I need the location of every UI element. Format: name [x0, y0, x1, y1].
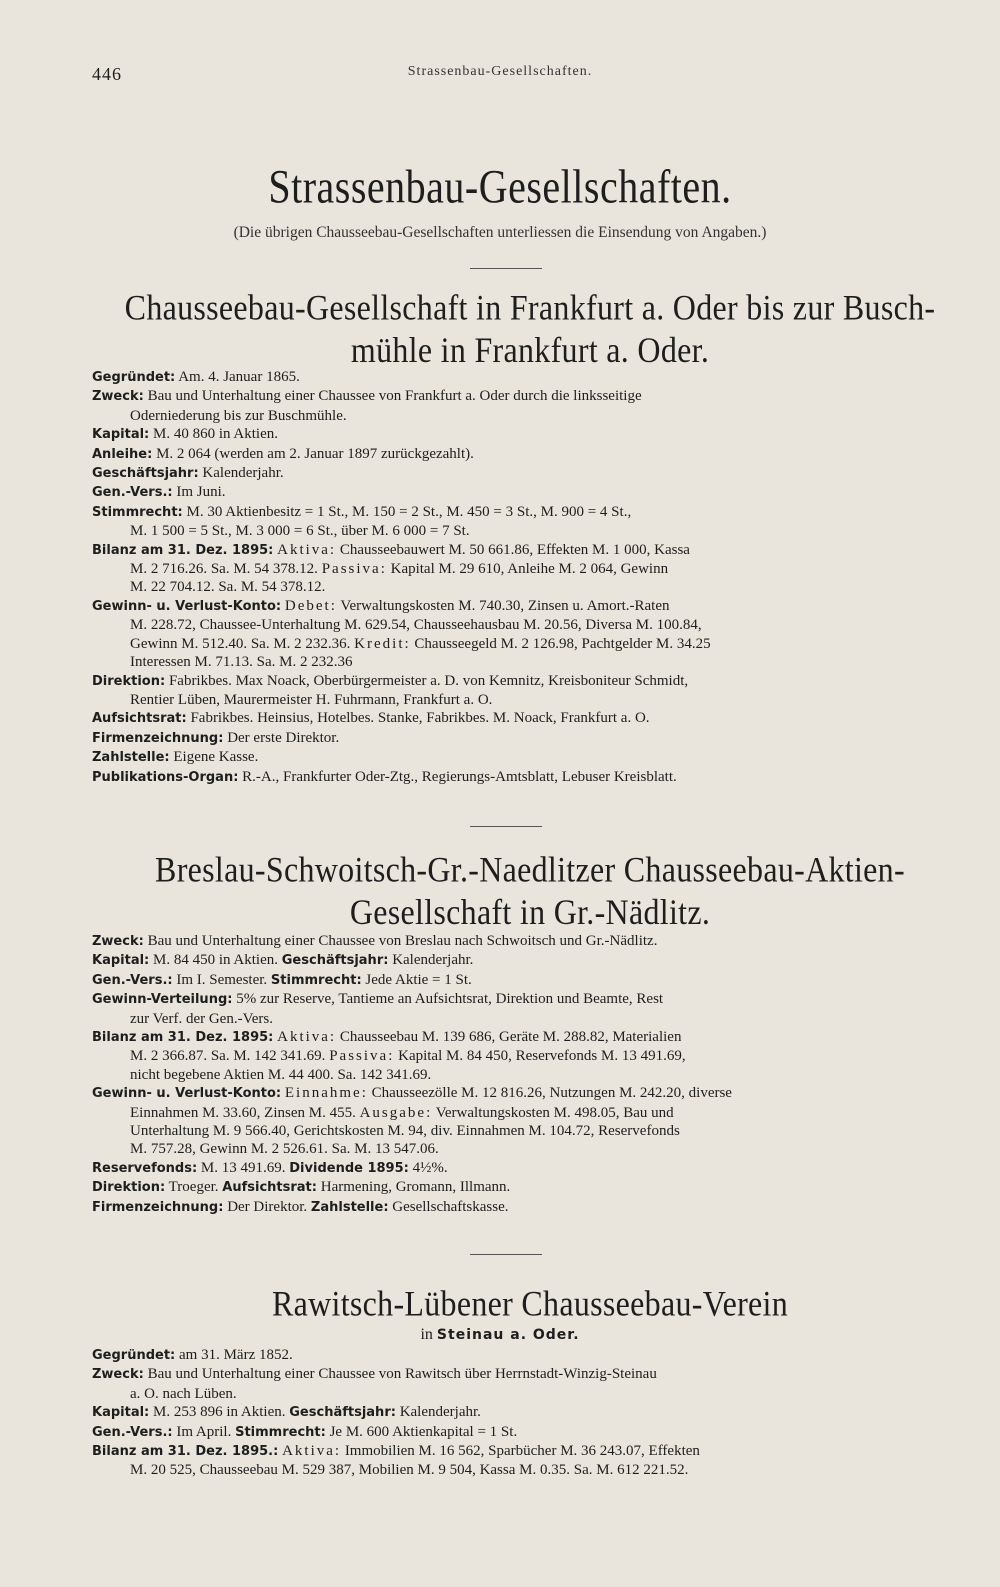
bilanz-line2 [92, 1047, 968, 1065]
value-zweck: Bau und Unterhaltung einer Chaussee von Frankfurt a. Oder durch die linksseitige [147, 388, 642, 405]
value-direktion: Fabrikbes. Max Noack, Oberbürgermeister a. D. von Kemnitz, Kreisboniteur Schmidt, [168, 672, 689, 689]
gewinn-line2: M. 228.72, Chaussee-Unterhaltung M. 629.54, Chausseehausbau M. 20.56, Diversa M. 100.84, [130, 617, 702, 634]
label-aufsichtsrat: Aufsichtsrat: [92, 711, 187, 727]
label-stimmrecht: Stimmrecht: [270, 972, 362, 988]
bilanz-line2a: M. 2 716.26. Sa. M. 54 378.12. [130, 561, 318, 578]
value-reservefonds: M. 13 491.69. [200, 1159, 286, 1176]
gewinn-line2a: Einnahmen M. 33.60, Zinsen M. 455. [130, 1104, 356, 1121]
entry-geschaeftsjahr [92, 464, 968, 483]
label-genvers: Gen.-Vers.: [92, 972, 173, 988]
gewinn-line3: Unterhaltung M. 9 566.40, Gerichtskosten M. 94, div. Einnahmen M. 104.72, Reservefonds [130, 1123, 680, 1140]
main-title: Strassenbau-Gesellschaften. [268, 159, 732, 214]
label-direktion: Direktion: [92, 1180, 166, 1196]
value-geschaeftsjahr: Kalenderjahr. [202, 465, 284, 482]
value-geschaeftsjahr: Kalenderjahr. [399, 1404, 481, 1421]
value-anleihe: M. 2 064 (werden am 2. Januar 1897 zurückgezahlt). [156, 445, 474, 462]
entry-kapital [92, 1403, 968, 1422]
value-stimmrecht: Jede Aktie = 1 St. [365, 971, 472, 988]
value-gegruendet: am 31. März 1852. [179, 1347, 293, 1363]
aktiva-word: Aktiva: [277, 1029, 337, 1046]
bilanz-line2b: Kapital M. 29 610, Anleihe M. 2 064, Gewinn [390, 561, 669, 578]
value-firmenzeichnung: Der Direktor. [227, 1198, 308, 1215]
gewinn-line3b: Chausseegeld M. 2 126.98, Pachtgelder M. 34.25 [414, 635, 711, 652]
value-geschaeftsjahr: Kalenderjahr. [392, 952, 474, 969]
value-zahlstelle: Gesellschaftskasse. [392, 1198, 509, 1215]
label-geschaeftsjahr: Geschäftsjahr: [92, 466, 199, 482]
value-aufsichtsrat: Fabrikbes. Heinsius, Hotelbes. Stanke, Fabrikbes. M. Noack, Frankfurt a. O. [190, 710, 650, 727]
running-head [92, 64, 908, 90]
gewinn-line4: Interessen M. 71.13. Sa. M. 2 232.36 [130, 654, 353, 671]
entry-verteilung [92, 990, 968, 1028]
value-zweck: Bau und Unterhaltung einer Chaussee von Breslau nach Schwoitsch und Gr.-Nädlitz. [147, 933, 658, 949]
label-dividende: Dividende 1895: [289, 1160, 409, 1176]
entry-gewinn [92, 597, 968, 672]
label-zweck: Zweck: [92, 934, 144, 949]
label-kapital: Kapital: [92, 427, 150, 443]
label-gegruendet: Gegründet: [92, 370, 176, 385]
value-zweck: Bau und Unterhaltung einer Chaussee von Rawitsch über Herrnstadt-Winzig-Steinau [147, 1366, 657, 1383]
value-aufsichtsrat: Harmening, Gromann, Illmann. [320, 1179, 511, 1196]
label-verteilung: Gewinn-Verteilung: [92, 992, 233, 1008]
value-firmenzeichnung: Der erste Direktor. [227, 729, 340, 746]
entry-kapital [92, 425, 968, 444]
einnahme-word: Einnahme: [284, 1085, 368, 1102]
entry-kapital [92, 951, 968, 970]
entry-gegruendet [92, 1346, 968, 1365]
bilanz-line2 [92, 560, 968, 578]
value-verteilung-cont: zur Verf. der Gen.-Vers. [130, 1010, 273, 1027]
section3-heading-sub [0, 1326, 1000, 1344]
entry-bilanz [92, 1028, 968, 1084]
value-kapital: M. 253 896 in Aktien. [153, 1404, 286, 1421]
ausgabe-word: Ausgabe: [359, 1104, 433, 1121]
section2-heading-line2: Gesellschaft in Gr.-Nädlitz. [349, 891, 711, 932]
section1-heading-line1: Chausseebau-Gesellschaft in Frankfurt a. Oder bis zur Busch- [124, 287, 936, 328]
entry-stimmrecht [92, 503, 968, 541]
label-geschaeftsjahr: Geschäftsjahr: [289, 1405, 396, 1421]
label-zweck: Zweck: [92, 1367, 144, 1383]
section1-heading-line2: mühle in Frankfurt a. Oder. [350, 329, 710, 370]
value-stimmrecht-cont: M. 1 500 = 5 St., M. 3 000 = 6 St., über M. 6 000 = 7 St. [130, 523, 470, 540]
value-kapital: M. 40 860 in Aktien. [153, 426, 279, 443]
entry-genvers [92, 971, 968, 990]
label-zweck: Zweck: [92, 389, 144, 405]
label-genvers: Gen.-Vers.: [92, 1424, 173, 1440]
entry-bilanz [92, 1442, 968, 1480]
label-direktion: Direktion: [92, 673, 166, 689]
label-kapital: Kapital: [92, 1405, 150, 1421]
label-aufsichtsrat: Aufsichtsrat: [222, 1180, 317, 1196]
label-zahlstelle: Zahlstelle: [92, 750, 170, 766]
gewinn-line4: M. 757.28, Gewinn M. 2 526.61. Sa. M. 13 547.06. [130, 1141, 439, 1158]
entry-gegruendet [92, 368, 968, 387]
label-bilanz: Bilanz am 31. Dez. 1895: [92, 1030, 274, 1046]
section-divider [470, 268, 542, 269]
gewinn-line3 [92, 635, 968, 653]
gewinn-line2b: Verwaltungskosten M. 498.05, Bau und [435, 1104, 674, 1121]
passiva-word: Passiva: [329, 1048, 395, 1065]
label-reservefonds: Reservefonds: [92, 1160, 198, 1176]
section1-entries [92, 368, 968, 787]
entry-zweck [92, 387, 968, 425]
value-zweck-cont: Oderniederung bis zur Buschmühle. [130, 407, 347, 424]
gewinn-line2 [92, 1104, 968, 1122]
aktiva-word: Aktiva: [277, 541, 337, 558]
gewinn-line1: Verwaltungskosten M. 740.30, Zinsen u. Amort.-Raten [340, 597, 670, 614]
entry-firmenzeichnung [92, 729, 968, 748]
label-firmenzeichnung: Firmenzeichnung: [92, 1199, 224, 1215]
section2-entries [92, 932, 968, 1217]
value-dividende: 4½%. [412, 1159, 448, 1176]
entry-reservefonds [92, 1159, 968, 1178]
value-zahlstelle: Eigene Kasse. [173, 749, 259, 766]
value-genvers: Im April. [176, 1423, 232, 1440]
entry-genvers [92, 483, 968, 502]
value-genvers: Im I. Semester. [176, 971, 268, 988]
kredit-word: Kredit: [354, 635, 411, 652]
section-divider [470, 1254, 542, 1255]
aktiva-word: Aktiva: [282, 1443, 342, 1460]
heading-sub-place: Steinau a. Oder. [436, 1327, 580, 1343]
value-stimmrecht: Je M. 600 Aktienkapital = 1 St. [329, 1423, 518, 1440]
entry-bilanz [92, 541, 968, 597]
value-stimmrecht: M. 30 Aktienbesitz = 1 St., M. 150 = 2 St., M. 450 = 3 St., M. 900 = 4 St., [186, 503, 632, 520]
entry-zahlstelle [92, 748, 968, 767]
label-gegruendet: Gegründet: [92, 1348, 176, 1363]
bilanz-line1: Chausseebauwert M. 50 661.86, Effekten M. 1 000, Kassa [339, 541, 690, 558]
value-direktion: Troeger. [168, 1179, 219, 1196]
entry-genvers [92, 1423, 968, 1442]
bilanz-line2: M. 20 525, Chausseebau M. 529 387, Mobilien M. 9 504, Kassa M. 0.35. Sa. M. 612 221.52. [130, 1462, 689, 1479]
label-zahlstelle: Zahlstelle: [310, 1199, 389, 1215]
entry-aufsichtsrat [92, 709, 968, 728]
label-stimmrecht: Stimmrecht: [235, 1424, 326, 1440]
entry-publikation [92, 768, 968, 787]
label-gewinn: Gewinn- u. Verlust-Konto: [92, 1086, 282, 1102]
label-stimmrecht: Stimmrecht: [92, 504, 183, 520]
section1-heading [90, 286, 970, 371]
bilanz-line1: Chausseebau M. 139 686, Geräte M. 288.82, Materialien [339, 1029, 682, 1046]
value-gegruendet: Am. 4. Januar 1865. [178, 369, 300, 385]
bilanz-line2b: Kapital M. 84 450, Reservefonds M. 13 491.69, [398, 1048, 686, 1065]
entry-direktion [92, 1178, 968, 1197]
bilanz-line3: M. 22 704.12. Sa. M. 54 378.12. [130, 579, 326, 596]
section3-heading [90, 1282, 970, 1325]
entry-firmenzeichnung [92, 1198, 968, 1217]
section3-heading-line1: Rawitsch-Lübener Chausseebau-Verein [271, 1283, 789, 1324]
value-publikation: R.-A., Frankfurter Oder-Ztg., Regierungs-Amtsblatt, Lebuser Kreisblatt. [242, 768, 677, 785]
entry-gewinn [92, 1084, 968, 1159]
section2-heading [90, 848, 970, 933]
entry-zweck [92, 932, 968, 951]
label-publikation: Publikations-Organ: [92, 769, 239, 785]
value-kapital: M. 84 450 in Aktien. [153, 952, 279, 969]
bilanz-line3: nicht begebene Aktien M. 44 400. Sa. 142 341.69. [130, 1066, 432, 1083]
label-bilanz: Bilanz am 31. Dez. 1895: [92, 542, 274, 558]
subtitle: (Die übrigen Chausseebau-Gesellschaften unterliessen die Einsendung von Angaben.) [233, 224, 767, 241]
bilanz-line2a: M. 2 366.87. Sa. M. 142 341.69. [130, 1048, 326, 1065]
section2-heading-line1: Breslau-Schwoitsch-Gr.-Naedlitzer Chausseebau-Aktien- [155, 849, 905, 890]
value-verteilung: 5% zur Reserve, Tantieme an Aufsichtsrat, Direktion und Beamte, Rest [236, 991, 664, 1008]
value-zweck-cont: a. O. nach Lüben. [130, 1385, 237, 1402]
gewinn-line3a: Gewinn M. 512.40. Sa. M. 2 232.36. [130, 635, 351, 652]
label-anleihe: Anleihe: [92, 446, 153, 462]
label-geschaeftsjahr: Geschäftsjahr: [281, 953, 389, 969]
label-bilanz: Bilanz am 31. Dez. 1895.: [92, 1444, 279, 1460]
heading-sub-prefix: in [420, 1326, 433, 1343]
label-kapital: Kapital: [92, 953, 150, 969]
section3-entries [92, 1346, 968, 1480]
gewinn-line1: Chausseezölle M. 12 816.26, Nutzungen M. 242.20, diverse [371, 1085, 732, 1102]
entry-anleihe [92, 445, 968, 464]
value-genvers: Im Juni. [176, 484, 226, 501]
label-gewinn: Gewinn- u. Verlust-Konto: [92, 598, 282, 614]
passiva-word: Passiva: [321, 561, 387, 578]
entry-direktion [92, 672, 968, 710]
label-genvers: Gen.-Vers.: [92, 485, 173, 501]
value-direktion-cont: Rentier Lüben, Maurermeister H. Fuhrmann, Frankfurt a. O. [130, 691, 493, 708]
bilanz-line1: Immobilien M. 16 562, Sparbücher M. 36 243.07, Effekten [344, 1443, 700, 1460]
entry-zweck [92, 1365, 968, 1403]
page-number: 446 [92, 64, 122, 84]
section-divider [470, 826, 542, 827]
label-firmenzeichnung: Firmenzeichnung: [92, 730, 224, 746]
running-title: Strassenbau-Gesellschaften. [407, 64, 593, 79]
debet-word: Debet: [284, 597, 337, 614]
